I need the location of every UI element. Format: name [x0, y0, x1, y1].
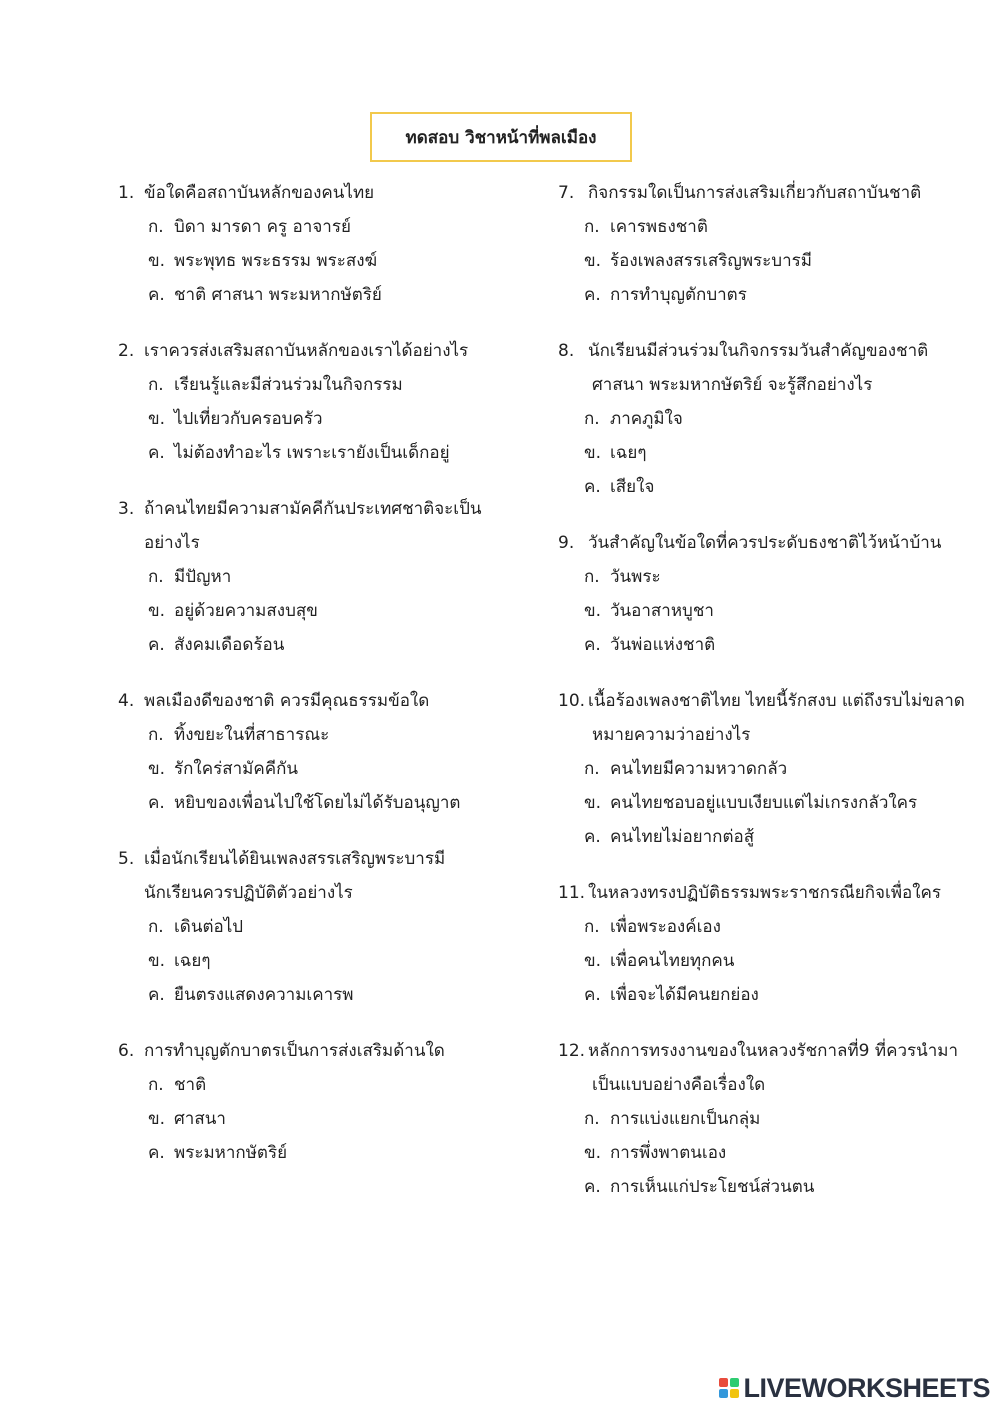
question-number: 9.: [558, 533, 575, 553]
question-line-continued: อย่างไร: [144, 533, 200, 553]
question-item: [118, 684, 518, 820]
answer-option[interactable]: [118, 402, 518, 436]
question-line-continued: นักเรียนควรปฏิบัติตัวอย่างไร: [144, 883, 353, 903]
question-line: ถ้าคนไทยมีความสามัคคีกันประเทศชาติจะเป็น: [144, 499, 482, 519]
answer-option[interactable]: [118, 436, 518, 470]
question-text: [118, 1034, 518, 1068]
option-text: การแบ่งแยกเป็นกลุ่ม: [610, 1109, 761, 1129]
option-text: ไม่ต้องทำอะไร เพราะเรายังเป็นเด็กอยู่: [174, 443, 450, 463]
option-text: ยืนตรงแสดงความเคารพ: [174, 985, 354, 1005]
option-text: เฉยๆ: [174, 951, 211, 971]
option-label: ค.: [584, 985, 601, 1005]
option-label: ข.: [584, 793, 602, 813]
question-item: [558, 176, 978, 312]
question-text: [118, 684, 518, 718]
option-text: สังคมเดือดร้อน: [174, 635, 285, 655]
question-item: [558, 684, 978, 854]
question-line-continued: ศาสนา พระมหากษัตริย์ จะรู้สึกอย่างไร: [592, 375, 873, 395]
question-text: [558, 1034, 978, 1068]
option-label: ข.: [148, 409, 166, 429]
liveworksheets-logo-icon: [719, 1378, 739, 1398]
question-line: กิจกรรมใดเป็นการส่งเสริมเกี่ยวกับสถาบันชาติ: [588, 183, 922, 203]
answer-option[interactable]: [118, 910, 518, 944]
answer-option[interactable]: [118, 752, 518, 786]
question-number: 4.: [118, 691, 135, 711]
question-text: [558, 176, 978, 210]
option-label: ค.: [584, 635, 601, 655]
option-text: เคารพธงชาติ: [610, 217, 708, 237]
answer-option[interactable]: [558, 560, 978, 594]
question-line-continued: เป็นแบบอย่างคือเรื่องใด: [592, 1075, 766, 1095]
answer-option[interactable]: [558, 210, 978, 244]
option-text: เพื่อพระองค์เอง: [610, 917, 721, 937]
question-line: การทำบุญตักบาตรเป็นการส่งเสริมด้านใด: [144, 1041, 445, 1061]
question-number: 1.: [118, 183, 135, 203]
option-label: ข.: [584, 443, 602, 463]
answer-option[interactable]: [118, 718, 518, 752]
question-line: ข้อใดคือสถาบันหลักของคนไทย: [144, 183, 375, 203]
option-text: บิดา มารดา ครู อาจารย์: [174, 217, 351, 237]
question-item: [558, 526, 978, 662]
question-item: [118, 492, 518, 662]
question-number: 8.: [558, 341, 575, 361]
question-item: [558, 1034, 978, 1204]
option-label: ค.: [148, 443, 165, 463]
answer-option[interactable]: [118, 1136, 518, 1170]
option-label: ก.: [584, 917, 600, 937]
answer-option[interactable]: [558, 820, 978, 854]
question-number: 10.: [558, 691, 586, 711]
option-text: อยู่ด้วยความสงบสุข: [174, 601, 318, 621]
answer-option[interactable]: [118, 244, 518, 278]
option-label: ค.: [584, 827, 601, 847]
answer-option[interactable]: [558, 910, 978, 944]
question-item: [118, 176, 518, 312]
option-text: หยิบของเพื่อนไปใช้โดยไม่ได้รับอนุญาต: [174, 793, 461, 813]
option-text: พระพุทธ พระธรรม พระสงฆ์: [174, 251, 378, 271]
question-line: พลเมืองดีของชาติ ควรมีคุณธรรมข้อใด: [144, 691, 430, 711]
option-label: ค.: [148, 985, 165, 1005]
option-text: รักใคร่สามัคคีกัน: [174, 759, 299, 779]
liveworksheets-logo[interactable]: [719, 1373, 990, 1403]
question-number: 3.: [118, 499, 135, 519]
answer-option[interactable]: [118, 210, 518, 244]
option-text: วันพ่อแห่งชาติ: [610, 635, 716, 655]
option-text: ไปเที่ยวกับครอบครัว: [174, 409, 323, 429]
option-label: ข.: [148, 759, 166, 779]
option-label: ข.: [584, 601, 602, 621]
option-text: เพื่อจะได้มีคนยกย่อง: [610, 985, 759, 1005]
question-item: [118, 842, 518, 1012]
question-text: [558, 526, 978, 560]
option-label: ก.: [148, 567, 164, 587]
option-label: ข.: [148, 601, 166, 621]
answer-option[interactable]: [118, 560, 518, 594]
answer-option[interactable]: [558, 470, 978, 504]
answer-option[interactable]: [558, 752, 978, 786]
answer-option[interactable]: [558, 278, 978, 312]
questions-right-column: [558, 176, 978, 1226]
option-label: ก.: [584, 409, 600, 429]
option-label: ข.: [584, 1143, 602, 1163]
question-item: [558, 876, 978, 1012]
question-text: [558, 684, 978, 718]
option-text: ชาติ ศาสนา พระมหากษัตริย์: [174, 285, 382, 305]
option-label: ค.: [148, 793, 165, 813]
question-line: เมื่อนักเรียนได้ยินเพลงสรรเสริญพระบารมี: [144, 849, 446, 869]
option-text: เดินต่อไป: [174, 917, 244, 937]
option-text: เฉยๆ: [610, 443, 647, 463]
option-text: ศาสนา: [174, 1109, 226, 1129]
answer-option[interactable]: [118, 978, 518, 1012]
answer-option[interactable]: [558, 1170, 978, 1204]
answer-option[interactable]: [118, 944, 518, 978]
option-text: เรียนรู้และมีส่วนร่วมในกิจกรรม: [174, 375, 403, 395]
answer-option[interactable]: [118, 628, 518, 662]
answer-option[interactable]: [558, 402, 978, 436]
question-item: [558, 334, 978, 504]
answer-option[interactable]: [558, 786, 978, 820]
question-item: [118, 334, 518, 470]
logo-text: LIVEWORKSHEETS: [743, 1372, 990, 1403]
question-number: 7.: [558, 183, 575, 203]
question-text: [118, 842, 518, 876]
option-label: ก.: [148, 917, 164, 937]
question-number: 11.: [558, 883, 586, 903]
option-label: ก.: [584, 759, 600, 779]
answer-option[interactable]: [118, 1102, 518, 1136]
option-label: ก.: [148, 725, 164, 745]
questions-left-column: [118, 176, 518, 1192]
option-text: เสียใจ: [610, 477, 655, 497]
option-text: วันพระ: [610, 567, 661, 587]
option-label: ข.: [148, 951, 166, 971]
option-text: เพื่อคนไทยทุกคน: [610, 951, 735, 971]
option-text: วันอาสาหบูชา: [610, 601, 714, 621]
option-text: พระมหากษัตริย์: [174, 1143, 288, 1163]
option-label: ก.: [148, 217, 164, 237]
question-line: นักเรียนมีส่วนร่วมในกิจกรรมวันสำคัญของชาติ: [588, 341, 929, 361]
option-label: ค.: [148, 285, 165, 305]
option-label: ก.: [584, 217, 600, 237]
question-text: [558, 876, 978, 910]
question-line: เราควรส่งเสริมสถาบันหลักของเราได้อย่างไร: [144, 341, 469, 361]
answer-option[interactable]: [118, 594, 518, 628]
answer-option[interactable]: [558, 1102, 978, 1136]
answer-option[interactable]: [558, 244, 978, 278]
option-label: ก.: [148, 375, 164, 395]
question-text: [118, 176, 518, 210]
question-text: [118, 492, 518, 526]
option-text: คนไทยไม่อยากต่อสู้: [610, 827, 755, 847]
option-label: ข.: [148, 1109, 166, 1129]
question-number: 12.: [558, 1041, 586, 1061]
answer-option[interactable]: [558, 628, 978, 662]
question-line: วันสำคัญในข้อใดที่ควรประดับธงชาติไว้หน้าบ้าน: [588, 533, 942, 553]
option-text: การเห็นแก่ประโยชน์ส่วนตน: [610, 1177, 815, 1197]
question-line: หลักการทรงงานของในหลวงรัชกาลที่9 ที่ควรนำมา: [588, 1041, 959, 1061]
answer-option[interactable]: [558, 436, 978, 470]
question-line-continued: หมายความว่าอย่างไร: [592, 725, 751, 745]
answer-option[interactable]: [118, 368, 518, 402]
answer-option[interactable]: [118, 786, 518, 820]
option-label: ค.: [584, 1177, 601, 1197]
option-text: ร้องเพลงสรรเสริญพระบารมี: [610, 251, 812, 271]
option-label: ข.: [584, 251, 602, 271]
option-label: ค.: [148, 1143, 165, 1163]
answer-option[interactable]: [558, 1136, 978, 1170]
option-text: การทำบุญตักบาตร: [610, 285, 747, 305]
answer-option[interactable]: [118, 278, 518, 312]
answer-option[interactable]: [118, 1068, 518, 1102]
option-label: ข.: [584, 951, 602, 971]
page-title: ทดสอบ วิชาหน้าที่พลเมือง: [370, 112, 632, 162]
option-text: คนไทยมีความหวาดกลัว: [610, 759, 788, 779]
answer-option[interactable]: [558, 594, 978, 628]
option-label: ค.: [584, 285, 601, 305]
question-text: [118, 334, 518, 368]
question-line: เนื้อร้องเพลงชาติไทย ไทยนี้รักสงบ แต่ถึงรบไม่ขลาด: [588, 691, 965, 711]
question-number: 5.: [118, 849, 135, 869]
option-label: ก.: [148, 1075, 164, 1095]
option-label: ก.: [584, 1109, 600, 1129]
option-label: ก.: [584, 567, 600, 587]
answer-option[interactable]: [558, 978, 978, 1012]
option-text: ชาติ: [174, 1075, 207, 1095]
option-label: ค.: [584, 477, 601, 497]
option-text: ภาคภูมิใจ: [610, 409, 683, 429]
question-text: [558, 334, 978, 368]
option-text: มีปัญหา: [174, 567, 232, 587]
question-line: ในหลวงทรงปฏิบัติธรรมพระราชกรณียกิจเพื่อใคร: [588, 883, 942, 903]
option-label: ข.: [148, 251, 166, 271]
answer-option[interactable]: [558, 944, 978, 978]
question-number: 2.: [118, 341, 135, 361]
option-text: ทิ้งขยะในที่สาธารณะ: [174, 725, 330, 745]
question-number: 6.: [118, 1041, 135, 1061]
question-item: [118, 1034, 518, 1170]
option-text: คนไทยชอบอยู่แบบเงียบแต่ไม่เกรงกลัวใคร: [610, 793, 918, 813]
option-text: การพึ่งพาตนเอง: [610, 1143, 727, 1163]
option-label: ค.: [148, 635, 165, 655]
